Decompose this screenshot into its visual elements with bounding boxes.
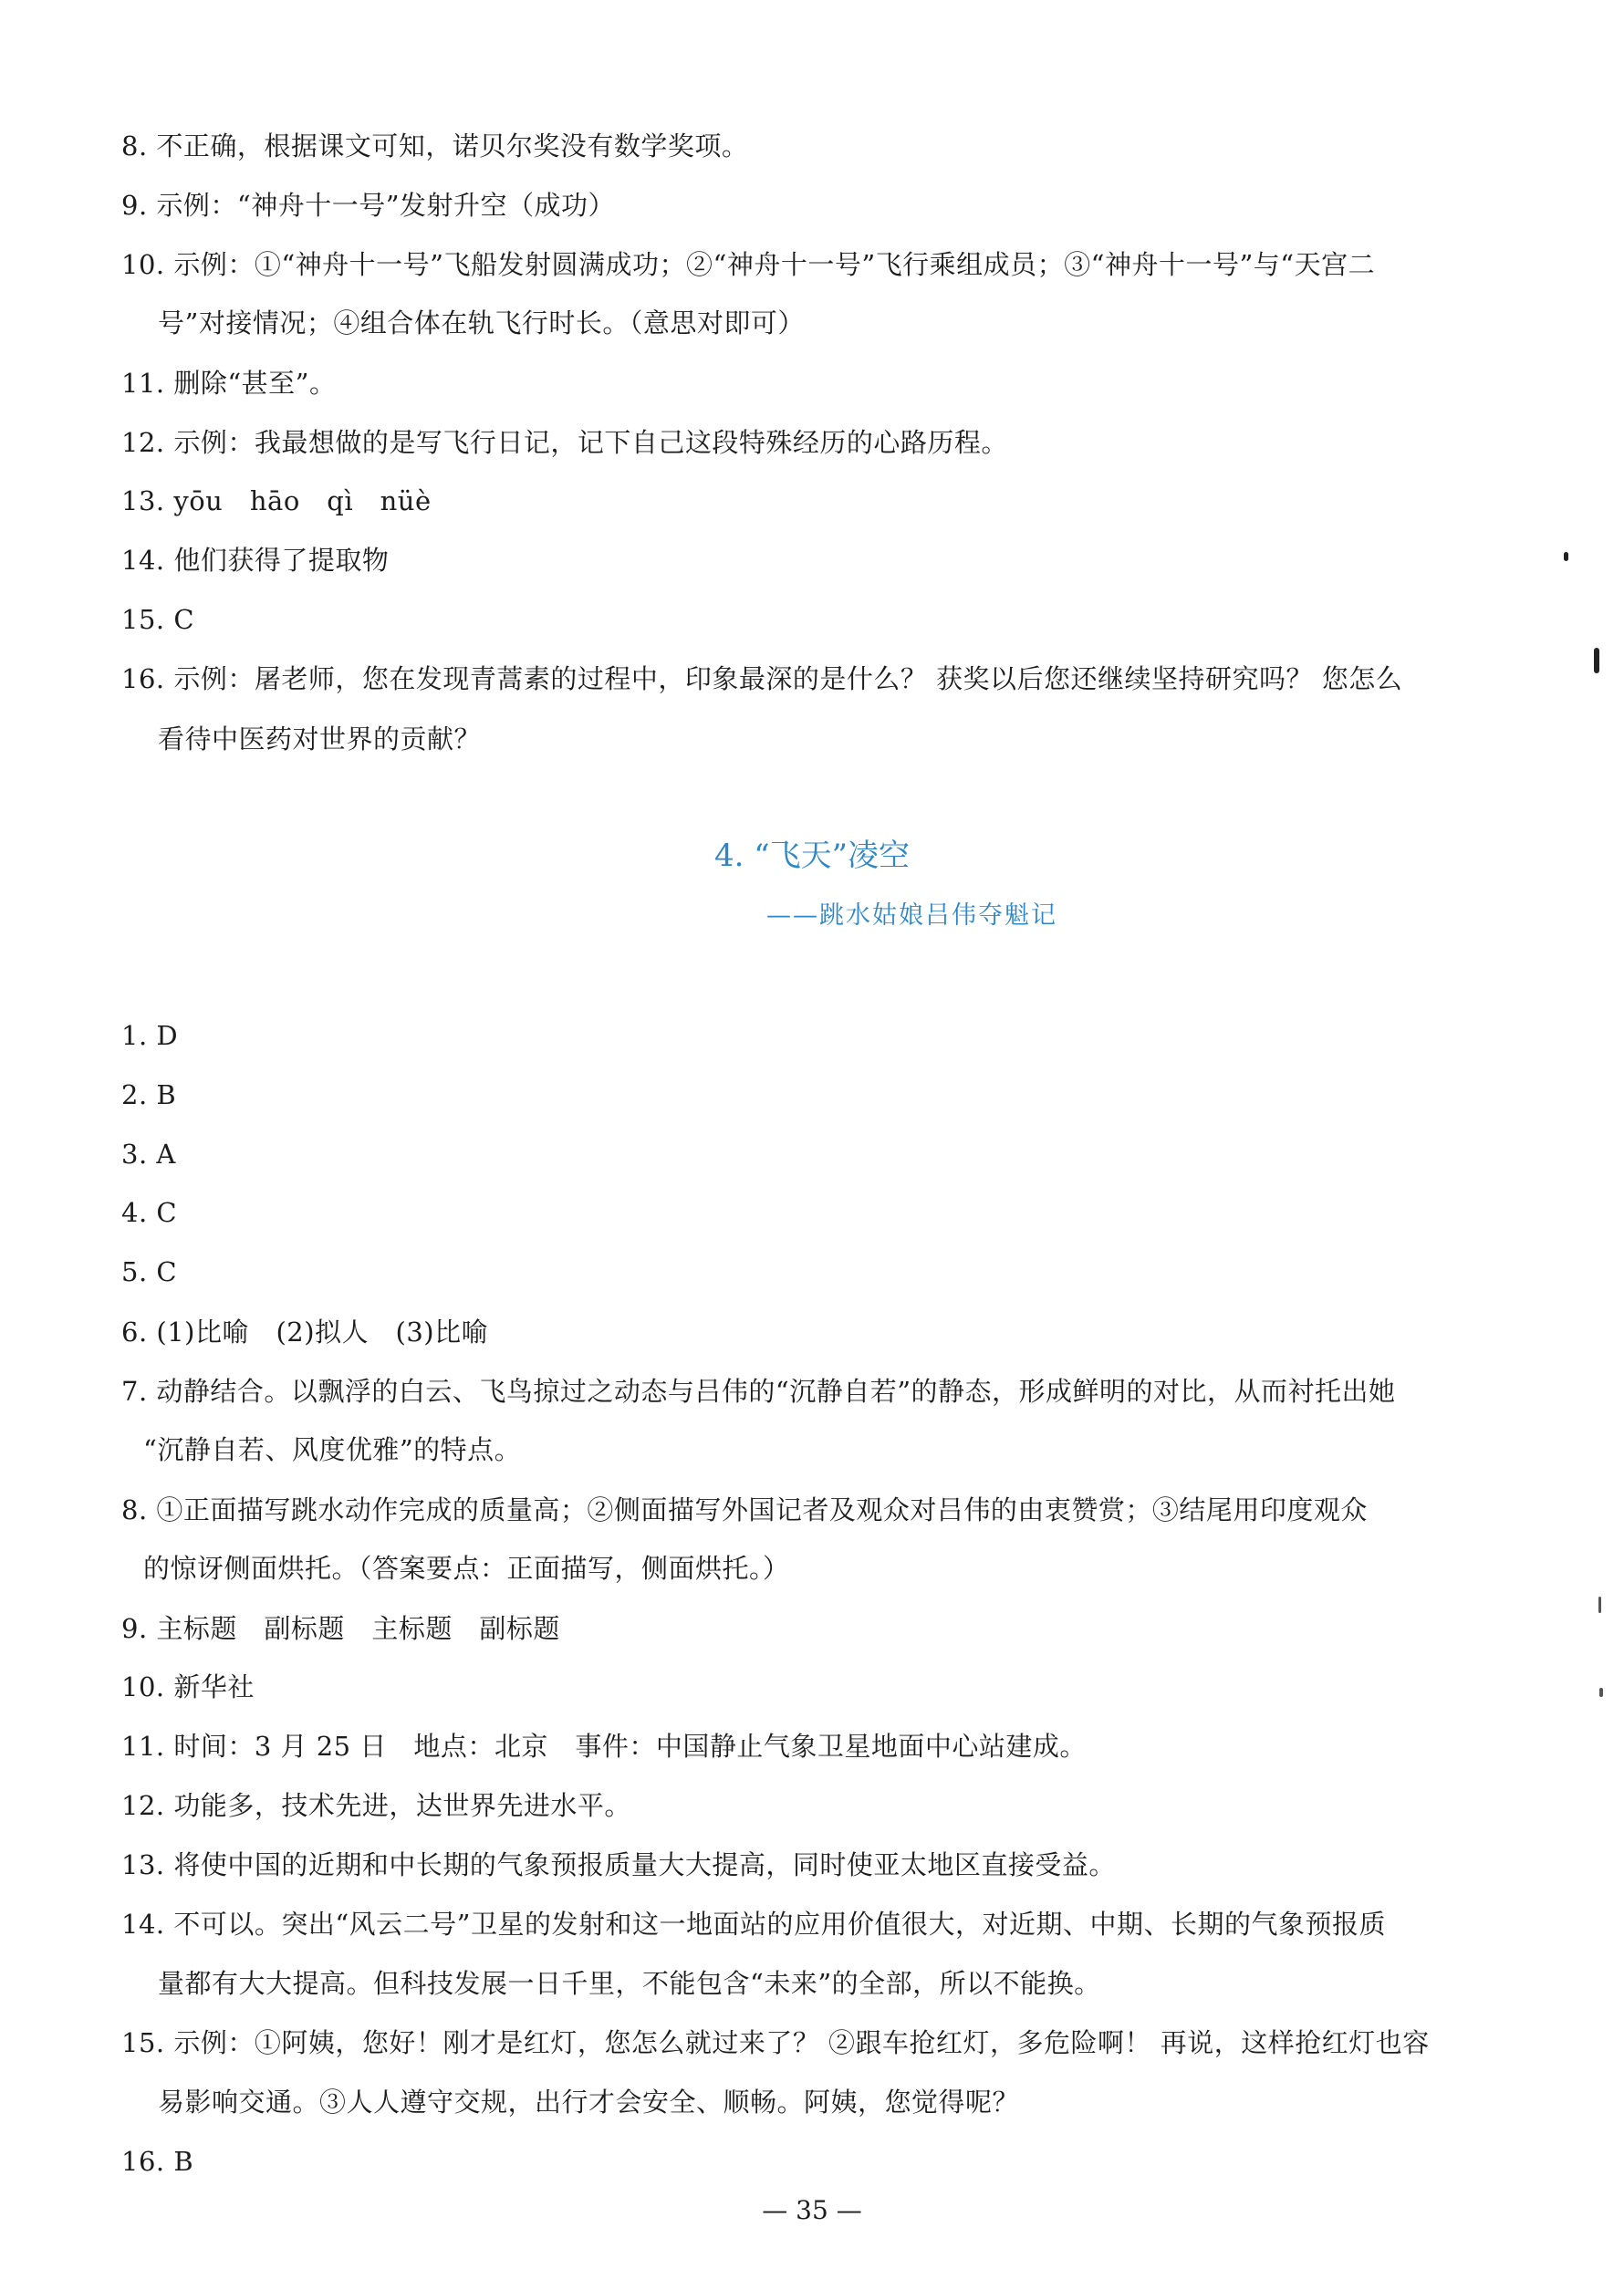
answer-line: 1. D bbox=[121, 1020, 179, 1051]
answer-line: 8. ①正面描写跳水动作完成的质量高；②侧面描写外国记者及观众对吕伟的由衷赞赏；③结尾用印度观众 bbox=[121, 1494, 1368, 1525]
answer-line: 易影响交通。③人人遵守交规，出行才会安全、顺畅。阿姨，您觉得呢？ bbox=[158, 2087, 1020, 2118]
answer-line: 看待中医药对世界的贡献？ bbox=[158, 723, 482, 755]
answer-line: 9. 示例：“神舟十一号”发射升空（成功） bbox=[121, 190, 616, 221]
answer-line: 3. A bbox=[121, 1139, 176, 1170]
answer-line: 10. 新华社 bbox=[121, 1671, 255, 1702]
scan-mark bbox=[1598, 1597, 1601, 1613]
answer-line: 号”对接情况；④组合体在轨飞行时长。（意思对即可） bbox=[158, 307, 805, 338]
answer-line: 2. B bbox=[121, 1079, 177, 1110]
answer-line: 9. 主标题 副标题 主标题 副标题 bbox=[121, 1613, 560, 1644]
answer-line: 13. yōu hāo qì nüè bbox=[121, 485, 432, 516]
answer-line: 5. C bbox=[121, 1256, 178, 1287]
answer-line: 7. 动静结合。以飘浮的白云、飞鸟掠过之动态与吕伟的“沉静自若”的静态，形成鲜明的对比，从而衬托出她 bbox=[121, 1376, 1396, 1407]
scan-mark bbox=[1564, 552, 1568, 561]
answer-line: 12. 功能多，技术先进，达世界先进水平。 bbox=[121, 1790, 631, 1821]
answer-line: 6. (1)比喻 (2)拟人 (3)比喻 bbox=[121, 1317, 489, 1348]
answer-line: 15. C bbox=[121, 604, 195, 635]
answer-line: 14. 不可以。突出“风云二号”卫星的发射和这一地面站的应用价值很大，对近期、中期、长期的气象预报质 bbox=[121, 1909, 1386, 1940]
answer-line: 16. 示例：屠老师，您在发现青蒿素的过程中，印象最深的是什么？ 获奖以后您还继续坚持研究吗？ 您怎么 bbox=[121, 663, 1403, 694]
answer-line: 11. 时间：3 月 25 日 地点：北京 事件：中国静止气象卫星地面中心站建成。 bbox=[121, 1731, 1087, 1762]
answer-line: 12. 示例：我最想做的是写飞行日记，记下自己这段特殊经历的心路历程。 bbox=[121, 427, 1008, 458]
answer-line: 15. 示例：①阿姨，您好！刚才是红灯，您怎么就过来了？ ②跟车抢红灯，多危险啊！ 再说，这样抢红灯也容 bbox=[121, 2027, 1430, 2058]
answer-line: “沉静自若、风度优雅”的特点。 bbox=[143, 1434, 522, 1465]
scan-mark bbox=[1594, 648, 1599, 673]
answer-line: 14. 他们获得了提取物 bbox=[121, 545, 390, 576]
answer-line: 的惊讶侧面烘托。（答案要点：正面描写，侧面烘托。） bbox=[143, 1553, 790, 1584]
answer-line: 11. 删除“甚至”。 bbox=[121, 368, 337, 399]
section-subtitle: ——跳水姑娘吕伟夺魁记 bbox=[766, 901, 1057, 930]
page-number: — 35 — bbox=[762, 2195, 862, 2225]
answer-line: 8. 不正确，根据课文可知，诺贝尔奖没有数学奖项。 bbox=[121, 130, 749, 161]
section-title: 4. “飞天”凌空 bbox=[713, 838, 910, 874]
answer-line: 4. C bbox=[121, 1197, 178, 1228]
scan-mark bbox=[1599, 1688, 1603, 1697]
answer-line: 量都有大大提高。但科技发展一日千里，不能包含“未来”的全部，所以不能换。 bbox=[158, 1968, 1101, 1999]
answer-line: 16. B bbox=[121, 2146, 194, 2177]
answer-line: 13. 将使中国的近期和中长期的气象预报质量大大提高，同时使亚太地区直接受益。 bbox=[121, 1849, 1116, 1880]
answer-line: 10. 示例：①“神舟十一号”飞船发射圆满成功；②“神舟十一号”飞行乘组成员；③“神舟十一号”与“天宫二 bbox=[121, 249, 1376, 280]
